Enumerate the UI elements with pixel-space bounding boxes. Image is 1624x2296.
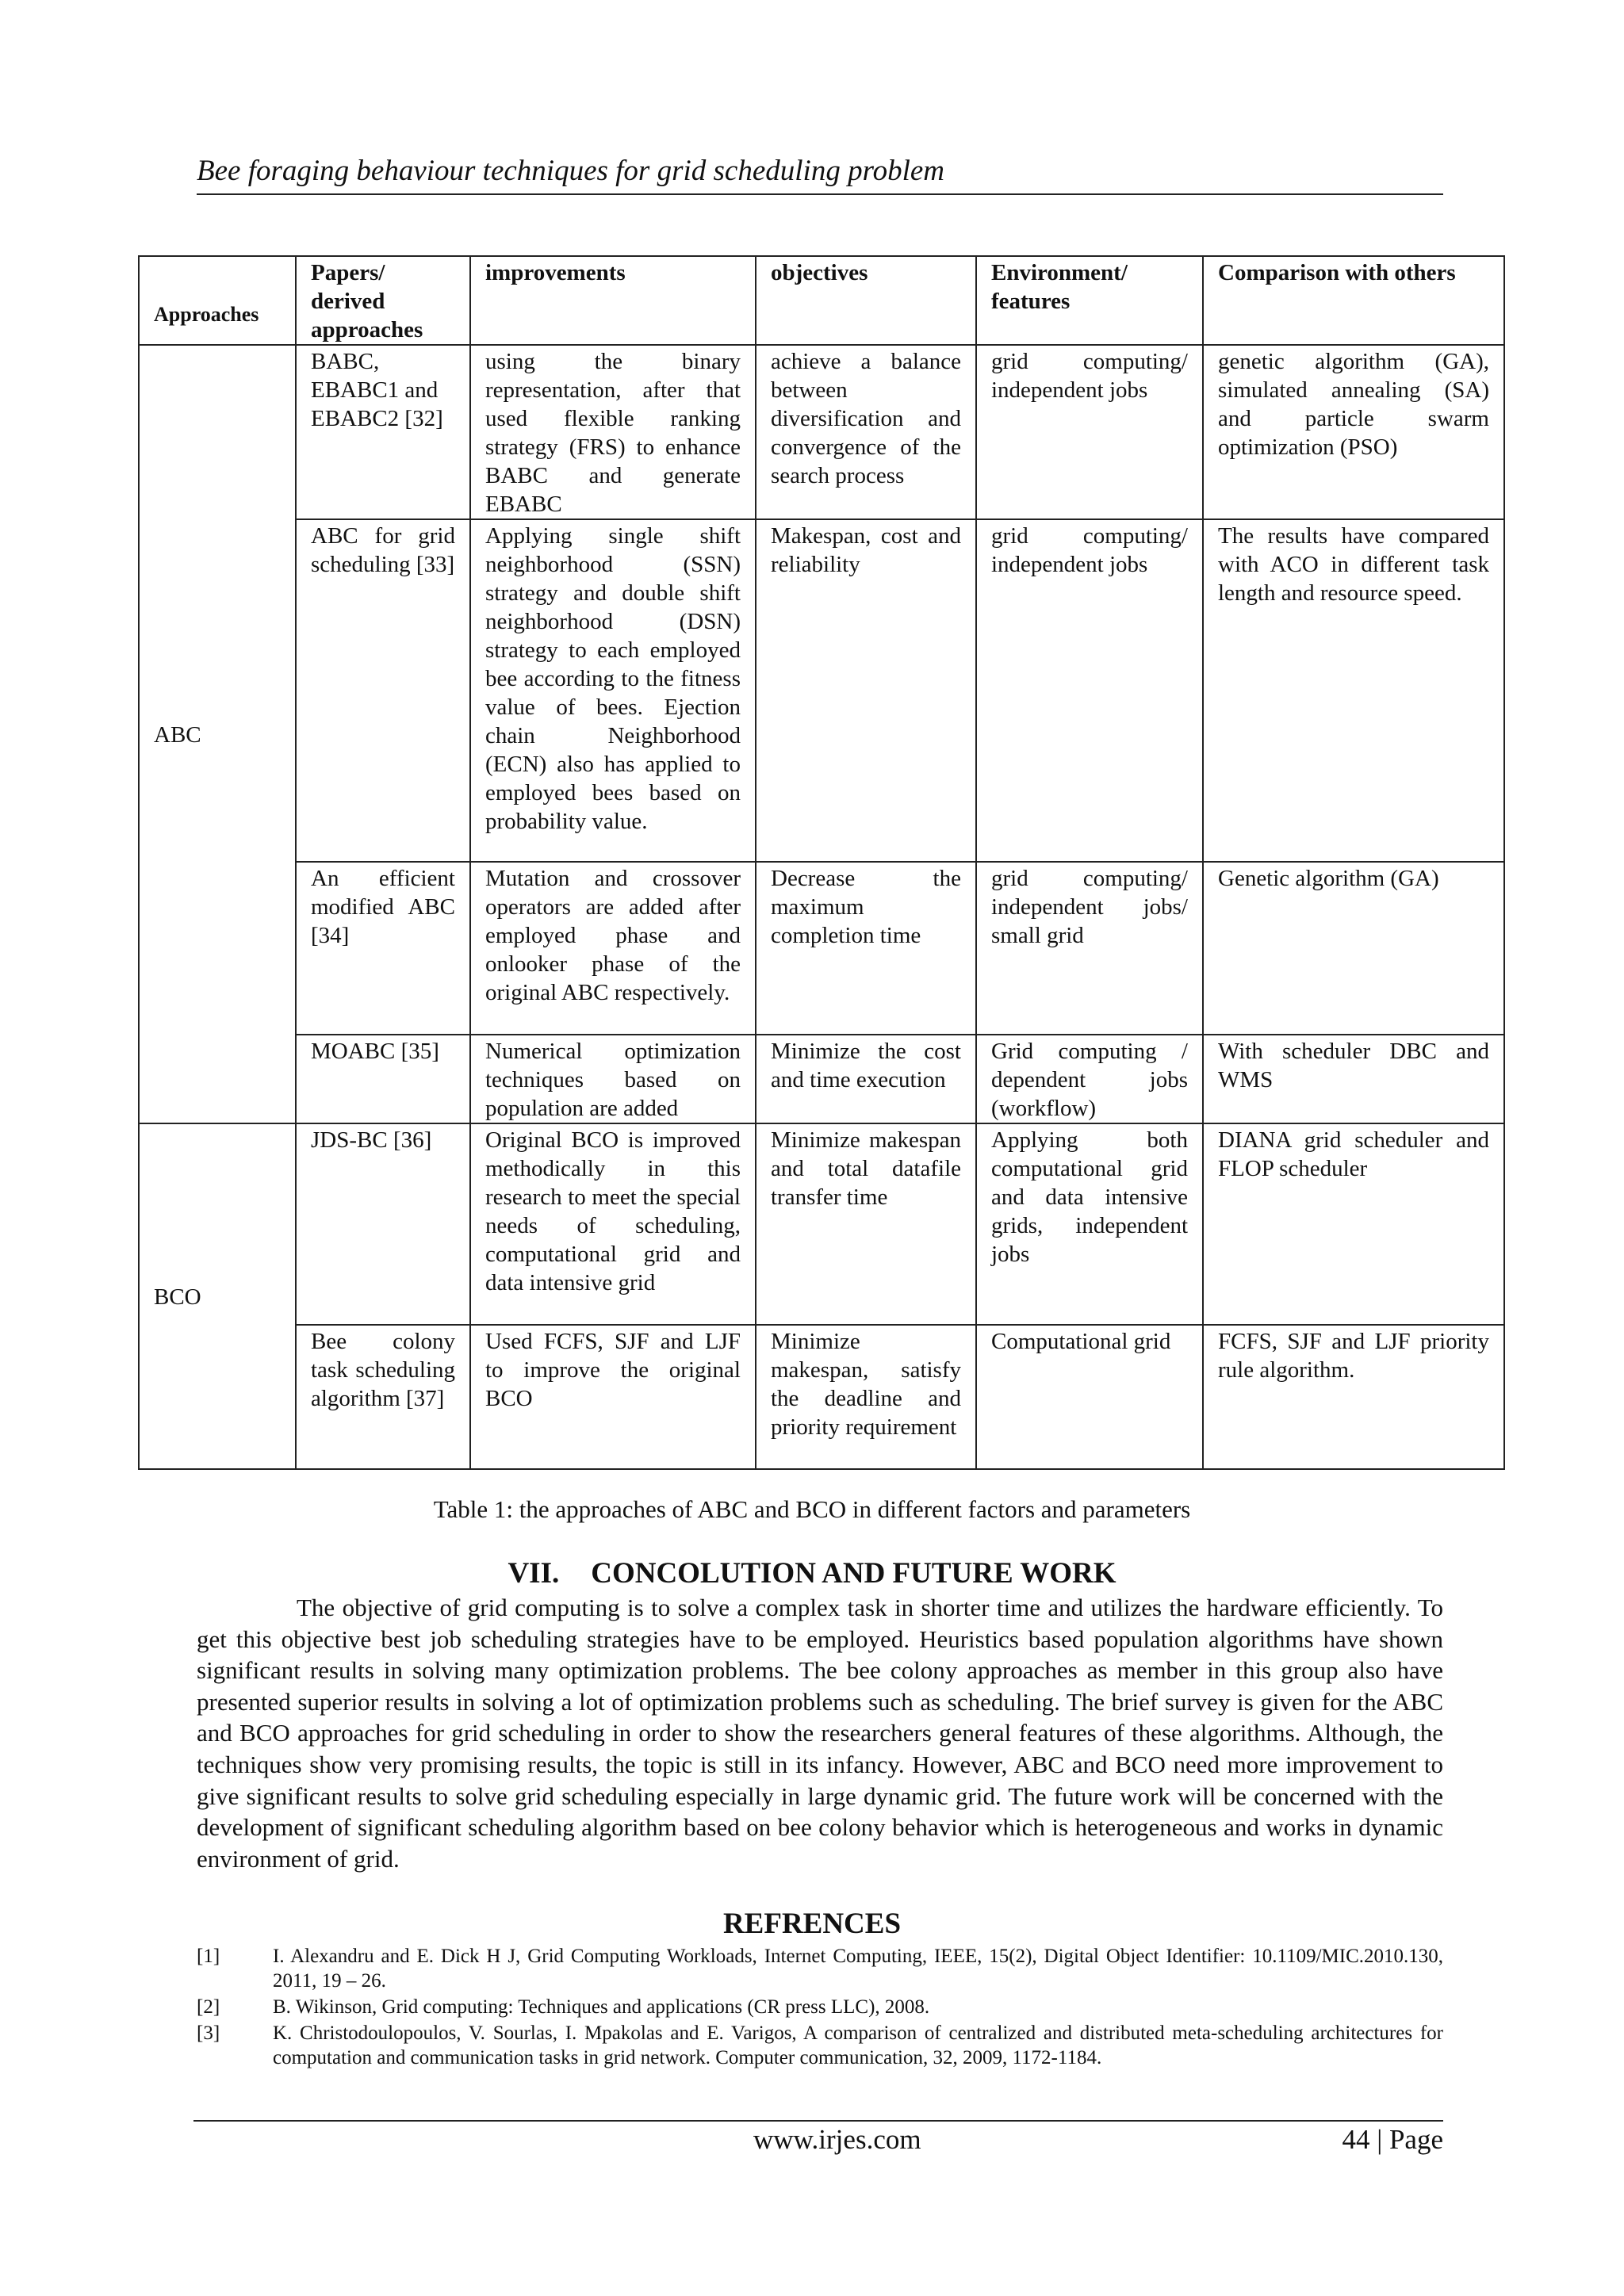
paper-cell: ABC for grid scheduling [33] <box>296 519 470 862</box>
objective-cell: Makespan, cost and reliability <box>756 519 976 862</box>
comparison-cell: Genetic algorithm (GA) <box>1203 862 1504 1035</box>
table-row <box>139 1325 1504 1469</box>
reference-item <box>197 2021 1443 2070</box>
col-header-objectives: objectives <box>756 256 976 345</box>
environment-cell: Grid computing / dependent jobs (workflow) <box>976 1035 1203 1123</box>
objective-cell: Minimize makespan and total datafile transfer time <box>756 1123 976 1325</box>
environment-cell: grid computing/ independent jobs/ small grid <box>976 862 1203 1035</box>
references-list <box>197 1944 1443 2072</box>
improvement-cell: Used FCFS, SJF and LJF to improve the original BCO <box>470 1325 756 1469</box>
paper-cell: An efficient modified ABC [34] <box>296 862 470 1035</box>
reference-number: [2] <box>197 1996 220 2018</box>
reference-text: I. Alexandru and E. Dick H J, Grid Computing Workloads, Internet Computing, IEEE, 15(2), Digital Object Identifier: 10.1109/MIC.2010.130, 2011, 19 – 26. <box>273 1946 1443 1992</box>
table-row <box>139 519 1504 862</box>
references-heading: REFRENCES <box>722 1908 902 1940</box>
reference-item <box>197 1995 1443 2019</box>
col-header-papers: Papers/ derived approaches <box>296 256 470 345</box>
environment-cell: Computational grid <box>976 1325 1203 1469</box>
header-rule <box>197 193 1443 195</box>
paper-cell: JDS-BC [36] <box>296 1123 470 1325</box>
improvement-cell: using the binary representation, after that used flexible ranking strategy (FRS) to enhance BABC and generate EBABC <box>470 345 756 519</box>
objective-cell: Decrease the maximum completion time <box>756 862 976 1035</box>
comparison-cell: genetic algorithm (GA), simulated annealing (SA) and particle swarm optimization (PSO) <box>1203 345 1504 519</box>
reference-text: K. Christodoulopoulos, V. Sourlas, I. Mpakolas and E. Varigos, A comparison of centralized and distributed meta-scheduling architectures for computation and communication tasks in grid network. Computer communication, 32, 2009, 1172-1184. <box>273 2022 1443 2068</box>
col-header-improvements: improvements <box>470 256 756 345</box>
reference-number: [1] <box>197 1946 220 1967</box>
table-row <box>139 1035 1504 1123</box>
section-title: CONCOLUTION AND FUTURE WORK <box>591 1557 1116 1590</box>
reference-number: [3] <box>197 2022 220 2044</box>
page-number: 44 | Page <box>1342 2124 1443 2155</box>
comparison-cell: FCFS, SJF and LJF priority rule algorithm. <box>1203 1325 1504 1469</box>
objective-cell: Minimize the cost and time execution <box>756 1035 976 1123</box>
approaches-table <box>138 255 1505 1470</box>
improvement-cell: Original BCO is improved methodically in this research to meet the special needs of scheduling, computational grid and data intensive grid <box>470 1123 756 1325</box>
footer-url[interactable]: www.irjes.com <box>753 2124 921 2155</box>
paper-cell: BABC, EBABC1 and EBABC2 [32] <box>296 345 470 519</box>
col-header-comparison: Comparison with others <box>1203 256 1504 345</box>
col-header-approaches: Approaches <box>139 256 296 345</box>
objective-cell: Minimize makespan, satisfy the deadline and priority requirement <box>756 1325 976 1469</box>
comparison-cell: The results have compared with ACO in different task length and resource speed. <box>1203 519 1504 862</box>
improvement-cell: Mutation and crossover operators are added after employed phase and onlooker phase of the original ABC respectively. <box>470 862 756 1035</box>
improvement-cell: Numerical optimization techniques based on population are added <box>470 1035 756 1123</box>
reference-text: B. Wikinson, Grid computing: Techniques and applications (CR press LLC), 2008. <box>273 1996 930 2018</box>
environment-cell: grid computing/ independent jobs <box>976 519 1203 862</box>
paper-cell: Bee colony task scheduling algorithm [37] <box>296 1325 470 1469</box>
objective-cell: achieve a balance between diversification and convergence of the search process <box>756 345 976 519</box>
comparison-cell: With scheduler DBC and WMS <box>1203 1035 1504 1123</box>
section-number: VII. <box>508 1557 560 1590</box>
col-header-environment: Environment/ features <box>976 256 1203 345</box>
conclusion-paragraph: The objective of grid computing is to solve a complex task in shorter time and utilizes the hardware efficiently. To get this objective best job scheduling strategies have to be employed. Heuristics based population algorithms have shown significant results in solving many optimization problems. The bee colony approaches as member in this group also have presented superior results in solving a lot of optimization problems such as scheduling. The brief survey is given for the ABC and BCO approaches for grid scheduling in order to show the researchers general features of these algorithms. Although, the techniques show very promising results, the topic is still in its infancy. However, ABC and BCO need more improvement to give significant results to solve grid scheduling especially in large dynamic grid. The future work will be concerned with the development of significant scheduling algorithm based on bee colony behavior which is heterogeneous and works in dynamic environment of grid. <box>197 1594 1443 1873</box>
improvement-cell: Applying single shift neighborhood (SSN) strategy and double shift neighborhood (DSN) strategy to each employed bee according to the fitness value of bees. Ejection chain Neighborhood (ECN) also has applied to employed bees based on probability value. <box>470 519 756 862</box>
table-row <box>139 862 1504 1035</box>
table-row <box>139 345 1504 519</box>
paper-cell: MOABC [35] <box>296 1035 470 1123</box>
approach-cell-bco: BCO <box>139 1123 296 1469</box>
reference-item <box>197 1944 1443 1993</box>
table-row <box>139 1123 1504 1325</box>
running-title: Bee foraging behaviour techniques for grid scheduling problem <box>197 155 945 187</box>
environment-cell: Applying both computational grid and data intensive grids, independent jobs <box>976 1123 1203 1325</box>
environment-cell: grid computing/ independent jobs <box>976 345 1203 519</box>
table-header-row <box>139 256 1504 345</box>
approach-cell-abc: ABC <box>139 345 296 1123</box>
comparison-cell: DIANA grid scheduler and FLOP scheduler <box>1203 1123 1504 1325</box>
section-heading <box>0 1556 1624 1592</box>
table-caption: Table 1: the approaches of ABC and BCO in different factors and parameters <box>433 1495 1191 1523</box>
